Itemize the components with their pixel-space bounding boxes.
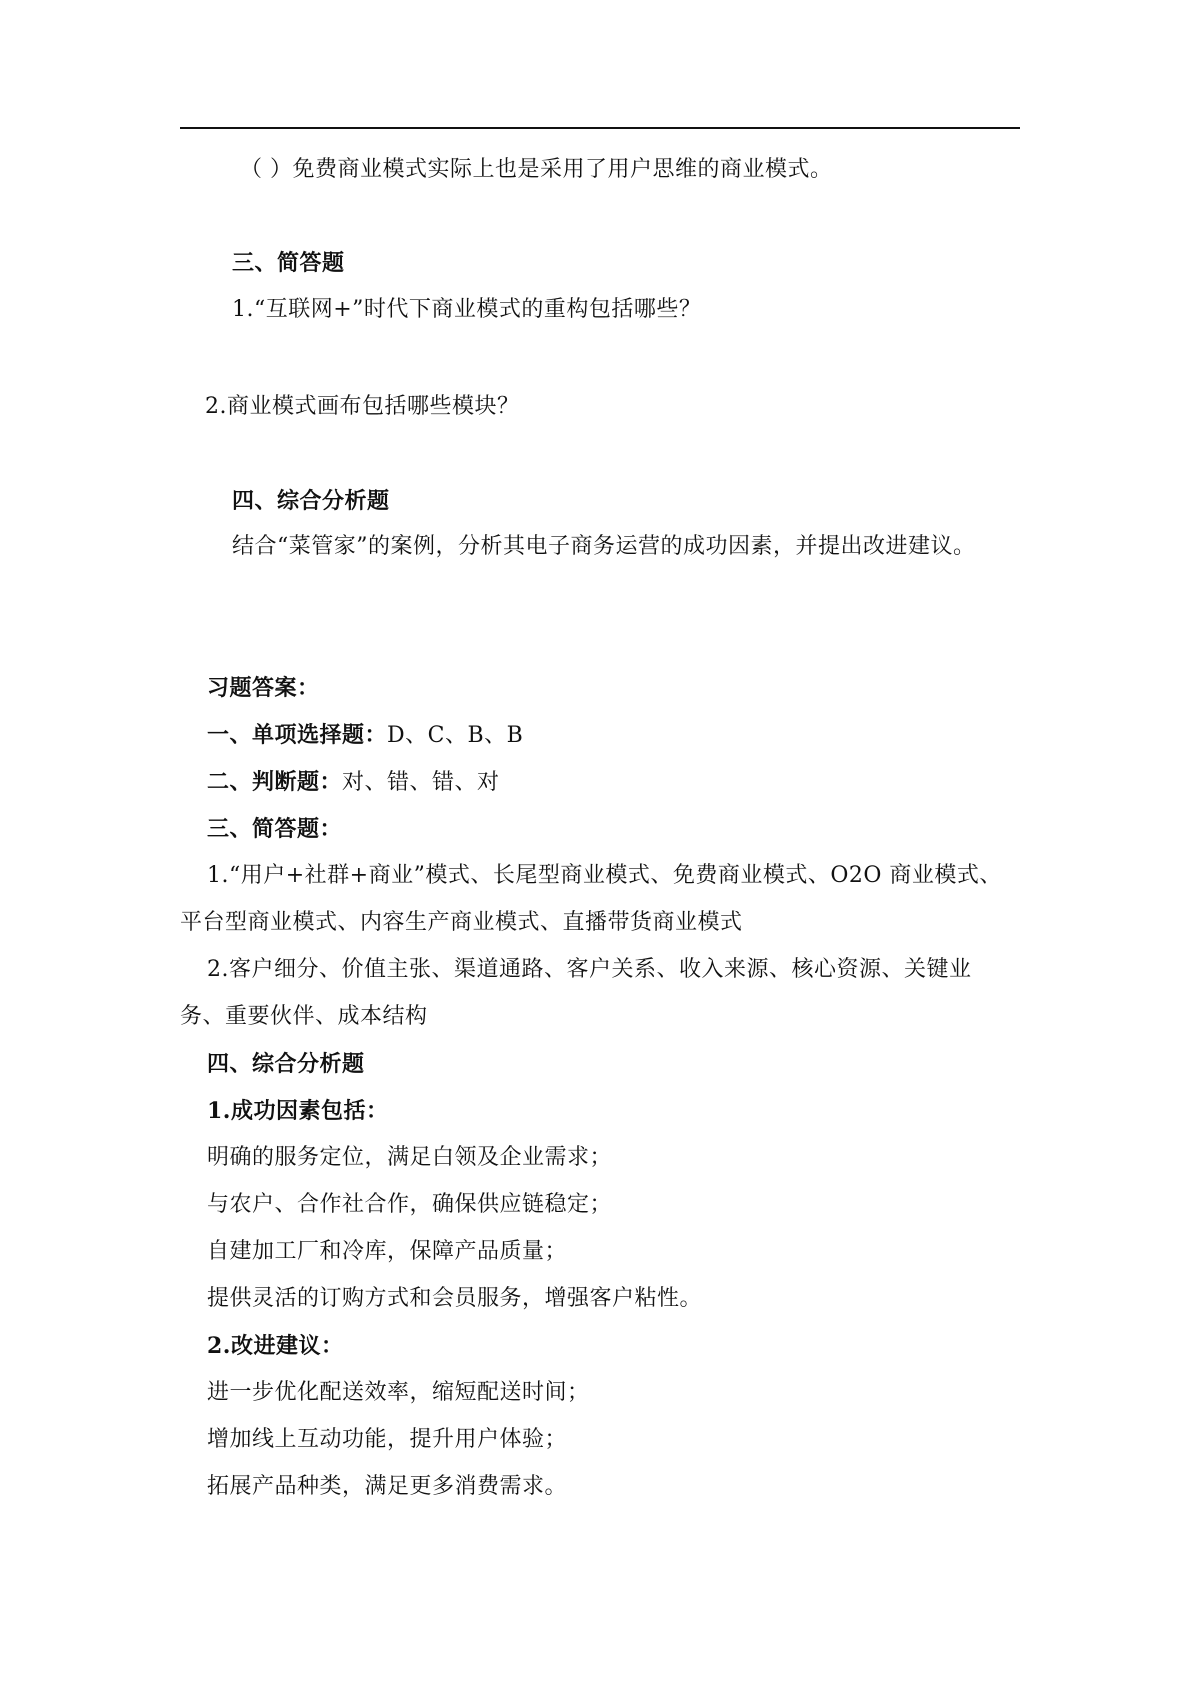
short-question-1: 1.“互联网+”时代下商业模式的重构包括哪些？ xyxy=(232,297,702,322)
success-item: 明确的服务定位，满足白领及企业需求； xyxy=(207,1145,613,1170)
answers-analysis-heading: 四、综合分析题 xyxy=(207,1051,365,1077)
analysis-question: 结合“菜管家”的案例，分析其电子商务运营的成功因素，并提出改进建议。 xyxy=(232,534,976,559)
success-item: 与农户、合作社合作，确保供应链稳定； xyxy=(207,1192,613,1217)
short-answer-2-line-2: 务、重要伙伴、成本结构 xyxy=(180,1004,428,1029)
true-false-value: 对、错、错、对 xyxy=(342,770,500,795)
single-choice-label: 一、单项选择题： xyxy=(207,722,388,748)
answers-title: 习题答案： xyxy=(207,675,320,701)
success-item: 自建加工厂和冷库，保障产品质量； xyxy=(207,1239,568,1264)
improve-heading: 2.改进建议： xyxy=(207,1333,344,1359)
improve-item: 拓展产品种类，满足更多消费需求。 xyxy=(207,1474,568,1499)
success-heading: 1.成功因素包括： xyxy=(207,1098,389,1124)
analysis-heading: 四、综合分析题 xyxy=(232,488,390,514)
short-answer-2-line-1: 2.客户细分、价值主张、渠道通路、客户关系、收入来源、核心资源、关键业 xyxy=(207,957,972,982)
answers-short-heading: 三、简答题： xyxy=(207,816,343,842)
improve-item: 增加线上互动功能，提升用户体验； xyxy=(207,1427,568,1452)
true-false-answer xyxy=(207,767,500,798)
short-question-2: 2.商业模式画布包括哪些模块？ xyxy=(205,394,520,419)
judge-item: （ ）免费商业模式实际上也是采用了用户思维的商业模式。 xyxy=(240,157,833,182)
short-answer-heading: 三、简答题 xyxy=(232,250,345,276)
success-item: 提供灵活的订购方式和会员服务，增强客户粘性。 xyxy=(207,1286,703,1311)
header-rule xyxy=(180,127,1020,129)
short-answer-1-line-1: 1.“用户+社群+商业”模式、长尾型商业模式、免费商业模式、O2O 商业模式、 xyxy=(207,863,1002,888)
short-answer-1-line-2: 平台型商业模式、内容生产商业模式、直播带货商业模式 xyxy=(180,910,743,935)
true-false-label: 二、判断题： xyxy=(207,769,343,795)
single-choice-answer xyxy=(207,720,523,751)
single-choice-value: D、C、B、B xyxy=(387,723,524,748)
improve-item: 进一步优化配送效率，缩短配送时间； xyxy=(207,1380,590,1405)
